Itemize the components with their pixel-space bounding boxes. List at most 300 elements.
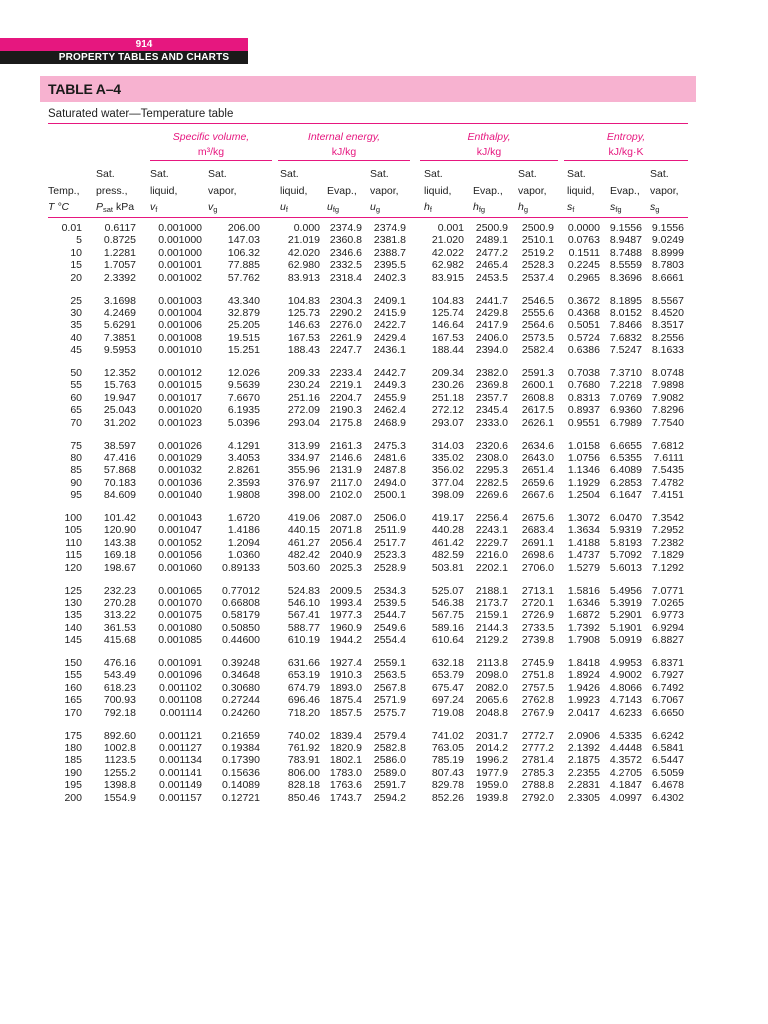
table-cell: 0.001157	[158, 791, 202, 804]
table-cell: 155	[64, 669, 82, 682]
column-sf	[562, 295, 600, 357]
table-cell: 1.7057	[103, 259, 136, 272]
table-cell: 115	[65, 549, 82, 562]
header-line: vapor,	[518, 184, 547, 197]
table-cell: 2713.1	[521, 584, 554, 597]
table-cell: 2188.1	[475, 584, 508, 597]
table-cell: 130	[64, 596, 82, 609]
table-cell: 828.18	[287, 779, 320, 792]
table-cell: 1.2094	[227, 536, 260, 549]
table-cell: 740.02	[287, 729, 320, 742]
column-hg	[514, 440, 554, 502]
table-cell: 2777.2	[521, 741, 554, 754]
table-cell: 2506.0	[373, 512, 406, 524]
column-hg	[514, 367, 554, 429]
table-cell: 2261.9	[329, 331, 362, 344]
table-cell: 461.42	[431, 536, 464, 549]
table-cell: 12.352	[103, 367, 136, 379]
table-cell: 7.0265	[651, 596, 684, 609]
table-cell: 2757.5	[521, 681, 554, 694]
column-header-vg	[208, 166, 260, 219]
column-sg	[646, 657, 684, 719]
column-hf	[420, 585, 464, 647]
table-cell: 377.04	[431, 476, 464, 489]
symbol: P	[96, 201, 104, 213]
table-cell: 0.001056	[158, 549, 202, 562]
table-cell: 7.8466	[609, 319, 642, 332]
table-cell: 0.001114	[159, 706, 202, 719]
column-header-hg	[518, 166, 558, 219]
table-cell: 0.001032	[158, 464, 202, 477]
table-cell: 1.2281	[103, 246, 136, 259]
header-line: vapor,	[208, 184, 237, 197]
table-cell: 2465.4	[475, 259, 508, 272]
column-sg	[646, 730, 684, 804]
column-press	[86, 440, 136, 502]
table-cell: 0.001108	[158, 694, 202, 707]
table-cell: 2651.4	[521, 464, 554, 477]
symbol-subscript: f	[285, 205, 288, 214]
table-cell: 1944.2	[329, 634, 362, 647]
table-cell: 30	[70, 306, 82, 319]
column-header-sfg	[610, 166, 646, 219]
table-cell: 6.6242	[651, 729, 684, 742]
table-cell: 5.6013	[609, 561, 642, 574]
table-cell: 2555.6	[521, 306, 554, 319]
table-cell: 2394.0	[475, 344, 508, 357]
header-symbol	[48, 199, 82, 216]
table-cell: 2626.1	[521, 416, 554, 429]
table-cell: 209.33	[287, 367, 320, 379]
table-cell: 0.21659	[222, 729, 260, 742]
table-cell: 0.001001	[158, 259, 202, 272]
table-cell: 5.3919	[609, 596, 642, 609]
table-cell: 45	[70, 344, 82, 357]
table-cell: 85	[70, 464, 82, 477]
column-hfg	[470, 730, 508, 804]
table-cell: 0.001102	[158, 681, 202, 694]
column-temp	[48, 512, 82, 574]
table-cell: 2102.0	[329, 489, 362, 502]
table-cell: 2204.7	[329, 391, 362, 404]
table-cell: 7.2952	[651, 524, 684, 537]
table-cell: 1.9808	[227, 489, 260, 502]
table-cell: 0.77012	[222, 584, 260, 597]
table-cell: 1996.2	[475, 754, 508, 767]
table-cell: 8.1895	[609, 294, 642, 307]
table-cell: 5.8193	[609, 536, 642, 549]
table-cell: 9.5639	[227, 379, 260, 392]
table-cell: 792.18	[103, 706, 136, 719]
table-cell: 610.19	[287, 634, 320, 647]
table-cell: 135	[64, 609, 82, 622]
column-temp	[48, 295, 82, 357]
table-cell: 251.18	[431, 391, 464, 404]
group-specific-volume	[150, 130, 272, 160]
table-cell: 1977.3	[329, 609, 362, 622]
table-cell: 4.4448	[609, 741, 642, 754]
table-cell: 610.64	[431, 634, 464, 647]
table-cell: 0.001070	[158, 596, 202, 609]
table-cell: 0.7680	[567, 379, 600, 392]
header-line: Evap.,	[610, 184, 640, 197]
header-symbol	[424, 199, 468, 219]
table-cell: 2415.9	[373, 306, 406, 319]
header-rule	[48, 217, 688, 218]
table-cell: 9.1556	[651, 222, 684, 234]
table-cell: 0.001075	[158, 609, 202, 622]
group-unit: m³/kg	[197, 146, 225, 158]
table-cell: 2040.9	[329, 549, 362, 562]
table-cell: 169.18	[103, 549, 136, 562]
table-cell: 7.2382	[651, 536, 684, 549]
table-cell: 1.0756	[567, 451, 600, 464]
table-cell: 0.27244	[222, 694, 260, 707]
table-cell: 2159.1	[475, 609, 508, 622]
table-cell: 0.001085	[158, 634, 202, 647]
table-cell: 8.7488	[609, 246, 642, 259]
table-cell: 106.32	[227, 246, 260, 259]
table-cell: 2065.6	[475, 694, 508, 707]
table-cell: 170	[64, 706, 82, 719]
table-cell: 1554.9	[103, 791, 136, 804]
table-cell: 2788.8	[521, 779, 554, 792]
table-cell: 251.16	[287, 391, 320, 404]
table-cell: 355.96	[287, 464, 320, 477]
table-cell: 272.09	[287, 404, 320, 417]
table-cell: 0.4368	[567, 306, 600, 319]
table-cell: 7.6832	[609, 331, 642, 344]
table-cell: 2417.9	[475, 319, 508, 332]
table-cell: 1.5279	[567, 561, 600, 574]
table-cell: 7.9082	[651, 391, 684, 404]
column-ufg	[324, 222, 362, 284]
table-cell: 6.4089	[609, 464, 642, 477]
table-cell: 1.4188	[567, 536, 600, 549]
table-cell: 150	[64, 657, 82, 669]
column-temp	[48, 440, 82, 502]
table-cell: 6.5841	[651, 741, 684, 754]
header-line: vapor,	[370, 184, 399, 197]
table-cell: 807.43	[431, 766, 464, 779]
symbol-subscript: sat	[103, 205, 114, 214]
table-cell: 1.9426	[567, 681, 600, 694]
table-cell: 12.026	[227, 367, 260, 379]
table-cell: 25.043	[103, 404, 136, 417]
column-hfg	[470, 512, 508, 574]
table-cell: 9.0249	[651, 234, 684, 247]
table-cell: 2.3305	[567, 791, 600, 804]
table-cell: 15.763	[103, 379, 136, 392]
table-cell: 1857.5	[329, 706, 362, 719]
table-cell: 25	[70, 294, 82, 307]
table-cell: 42.020	[287, 246, 320, 259]
table-cell: 42.022	[431, 246, 464, 259]
column-ug	[366, 657, 406, 719]
table-cell: 165	[64, 694, 82, 707]
table-cell: 1927.4	[329, 657, 362, 669]
header-line: Sat.	[208, 168, 227, 180]
table-cell: 2567.8	[373, 681, 406, 694]
table-cell: 696.46	[287, 694, 320, 707]
symbol-subscript: g	[523, 205, 529, 214]
table-cell: 476.16	[103, 657, 136, 669]
symbol-subscript: f	[572, 205, 575, 214]
table-cell: 2175.8	[329, 416, 362, 429]
column-vf	[148, 367, 202, 429]
table-cell: 2146.6	[329, 451, 362, 464]
column-ug	[366, 585, 406, 647]
table-cell: 783.91	[287, 754, 320, 767]
group-title: Enthalpy,	[467, 131, 511, 143]
table-cell: 0.3672	[567, 294, 600, 307]
table-cell: 2409.1	[373, 294, 406, 307]
column-hf	[420, 440, 464, 502]
table-cell: 376.97	[287, 476, 320, 489]
table-cell: 0.001040	[158, 489, 202, 502]
column-header-temp	[48, 166, 82, 216]
table-cell: 618.23	[103, 681, 136, 694]
table-cell: 0.01	[61, 222, 82, 234]
table-cell: 0.50850	[222, 621, 260, 634]
column-uf	[275, 512, 320, 574]
table-cell: 2395.5	[373, 259, 406, 272]
group-entropy	[564, 130, 688, 160]
table-cell: 4.2469	[103, 306, 136, 319]
table-cell: 6.6650	[651, 706, 684, 719]
column-vf	[148, 585, 202, 647]
table-cell: 2031.7	[475, 729, 508, 742]
table-cell: 852.26	[431, 791, 464, 804]
table-cell: 2739.8	[521, 634, 554, 647]
table-cell: 398.09	[431, 489, 464, 502]
table-cell: 5	[76, 234, 82, 247]
table-cell: 419.06	[287, 512, 320, 524]
table-cell: 8.5567	[651, 294, 684, 307]
table-cell: 2144.3	[475, 621, 508, 634]
table-cell: 2554.4	[373, 634, 406, 647]
table-cell: 1.1346	[567, 464, 600, 477]
table-cell: 175	[64, 729, 82, 742]
symbol: u	[327, 201, 333, 213]
symbol-subscript: fg	[332, 205, 340, 214]
table-cell: 2374.9	[373, 222, 406, 234]
table-cell: 8.3696	[609, 271, 642, 284]
table-cell: 104.83	[431, 294, 464, 307]
table-cell: 8.0152	[609, 306, 642, 319]
table-cell: 2698.6	[521, 549, 554, 562]
table-cell: 2745.9	[521, 657, 554, 669]
table-cell: 2318.4	[329, 271, 362, 284]
table-cell: 0.7038	[567, 367, 600, 379]
table-cell: 190	[64, 766, 82, 779]
symbol: v	[150, 201, 156, 213]
table-cell: 2449.3	[373, 379, 406, 392]
table-cell: 313.22	[103, 609, 136, 622]
table-cell: 6.7927	[651, 669, 684, 682]
symbol: s	[567, 201, 573, 213]
table-cell: 0.001000	[158, 246, 202, 259]
table-cell: 4.9953	[609, 657, 642, 669]
table-cell: 1002.8	[103, 741, 136, 754]
table-cell: 2600.1	[521, 379, 554, 392]
column-ug	[366, 730, 406, 804]
table-cell: 0.001091	[158, 657, 202, 669]
column-vg	[208, 512, 260, 574]
table-cell: 120.90	[103, 524, 136, 537]
table-cell: 6.1647	[609, 489, 642, 502]
table-cell: 2.1392	[567, 741, 600, 754]
table-cell: 80	[70, 451, 82, 464]
table-cell: 2374.9	[329, 222, 362, 234]
table-cell: 2539.5	[373, 596, 406, 609]
table-cell: 2173.7	[475, 596, 508, 609]
table-cell: 77.885	[227, 259, 260, 272]
table-cell: 2667.6	[521, 489, 554, 502]
table-cell: 2129.2	[475, 634, 508, 647]
table-cell: 0.19384	[222, 741, 260, 754]
header-line: Sat.	[370, 168, 389, 180]
column-vf	[148, 512, 202, 574]
table-cell: 2388.7	[373, 246, 406, 259]
table-cell: 0.1511	[568, 246, 600, 259]
symbol: s	[610, 201, 616, 213]
page-number: 914	[0, 38, 248, 51]
column-ufg	[324, 512, 362, 574]
table-cell: 2589.0	[373, 766, 406, 779]
table-cell: 1960.9	[329, 621, 362, 634]
table-cell: 674.79	[287, 681, 320, 694]
column-press	[86, 585, 136, 647]
table-cell: 100	[64, 512, 82, 524]
table-cell: 0.001003	[158, 294, 202, 307]
group-unit: kJ/kg	[476, 146, 502, 158]
column-sfg	[606, 295, 642, 357]
table-cell: 8.1633	[651, 344, 684, 357]
table-cell: 57.762	[227, 271, 260, 284]
table-cell: 0.001080	[158, 621, 202, 634]
column-header-uf	[280, 166, 322, 219]
column-temp	[48, 222, 82, 284]
table-cell: 2510.1	[521, 234, 554, 247]
table-cell: 4.8066	[609, 681, 642, 694]
table-cell: 0.17390	[222, 754, 260, 767]
column-vg	[208, 585, 260, 647]
table-cell: 2785.3	[521, 766, 554, 779]
table-cell: 7.6111	[653, 451, 684, 464]
table-cell: 104.83	[287, 294, 320, 307]
column-sfg	[606, 512, 642, 574]
table-cell: 83.913	[287, 271, 320, 284]
table-cell: 7.4151	[651, 489, 684, 502]
table-cell: 8.0748	[651, 367, 684, 379]
header-symbol	[610, 199, 646, 219]
group-unit: kJ/kg·K	[608, 146, 644, 158]
table-cell: 850.46	[287, 791, 320, 804]
header-line: press.,	[96, 184, 128, 197]
table-cell: 2269.6	[475, 489, 508, 502]
column-ug	[366, 512, 406, 574]
table-cell: 293.07	[431, 416, 464, 429]
table-cell: 2048.8	[475, 706, 508, 719]
table-cell: 5.6291	[103, 319, 136, 332]
table-cell: 763.05	[431, 741, 464, 754]
table-cell: 503.60	[287, 561, 320, 574]
column-sfg	[606, 657, 642, 719]
table-cell: 1802.1	[329, 754, 362, 767]
table-cell: 0.001010	[158, 344, 202, 357]
header-line: Sat.	[150, 168, 169, 180]
column-sg	[646, 440, 684, 502]
column-ufg	[324, 440, 362, 502]
table-cell: 3.1698	[103, 294, 136, 307]
table-cell: 4.7143	[609, 694, 642, 707]
header-line: Sat.	[518, 168, 537, 180]
column-vf	[148, 295, 202, 357]
table-cell: 0.001	[437, 222, 464, 234]
table-cell: 1255.2	[103, 766, 136, 779]
table-cell: 140	[64, 621, 82, 634]
column-sf	[562, 585, 600, 647]
table-cell: 2546.5	[521, 294, 554, 307]
table-cell: 180	[64, 741, 82, 754]
table-cell: 2308.0	[475, 451, 508, 464]
table-cell: 2792.0	[521, 791, 554, 804]
symbol-subscript: g	[375, 205, 381, 214]
header-symbol	[208, 199, 260, 219]
table-cell: 2009.5	[329, 584, 362, 597]
table-cell: 2586.0	[373, 754, 406, 767]
table-cell: 2117.0	[330, 476, 362, 489]
table-cell: 2523.3	[373, 549, 406, 562]
table-cell: 6.7989	[609, 416, 642, 429]
table-cell: 0.66808	[222, 596, 260, 609]
table-cell: 8.3517	[651, 319, 684, 332]
table-cell: 2304.3	[329, 294, 362, 307]
table-cell: 567.75	[431, 609, 464, 622]
table-cell: 440.15	[287, 524, 320, 537]
table-cell: 0.001026	[158, 439, 202, 452]
table-cell: 6.9294	[651, 621, 684, 634]
table-cell: 4.9002	[609, 669, 642, 682]
table-cell: 892.60	[103, 729, 136, 742]
symbol: h	[518, 201, 524, 213]
table-cell: 2594.2	[373, 791, 406, 804]
table-cell: 0.001006	[158, 319, 202, 332]
table-cell: 0.89133	[222, 561, 260, 574]
table-cell: 62.980	[287, 259, 320, 272]
header-line: liquid,	[424, 184, 452, 197]
table-cell: 0.9551	[567, 416, 600, 429]
table-cell: 2659.6	[521, 476, 554, 489]
table-cell: 2767.9	[521, 706, 554, 719]
table-cell: 188.44	[431, 344, 464, 357]
table-cell: 2436.1	[373, 344, 406, 357]
table-cell: 2500.1	[373, 489, 406, 502]
table-cell: 0.34648	[222, 669, 260, 682]
table-cell: 47.416	[103, 451, 136, 464]
table-cell: 195	[64, 779, 82, 792]
table-cell: 2462.4	[373, 404, 406, 417]
table-cell: 1820.9	[329, 741, 362, 754]
table-cell: 1.4737	[567, 549, 600, 562]
table-cell: 7.7540	[651, 416, 684, 429]
table-cell: 2295.3	[475, 464, 508, 477]
table-cell: 1839.4	[329, 729, 362, 742]
table-cell: 2345.4	[475, 404, 508, 417]
table-cell: 6.8827	[651, 634, 684, 647]
table-cell: 146.63	[287, 319, 320, 332]
